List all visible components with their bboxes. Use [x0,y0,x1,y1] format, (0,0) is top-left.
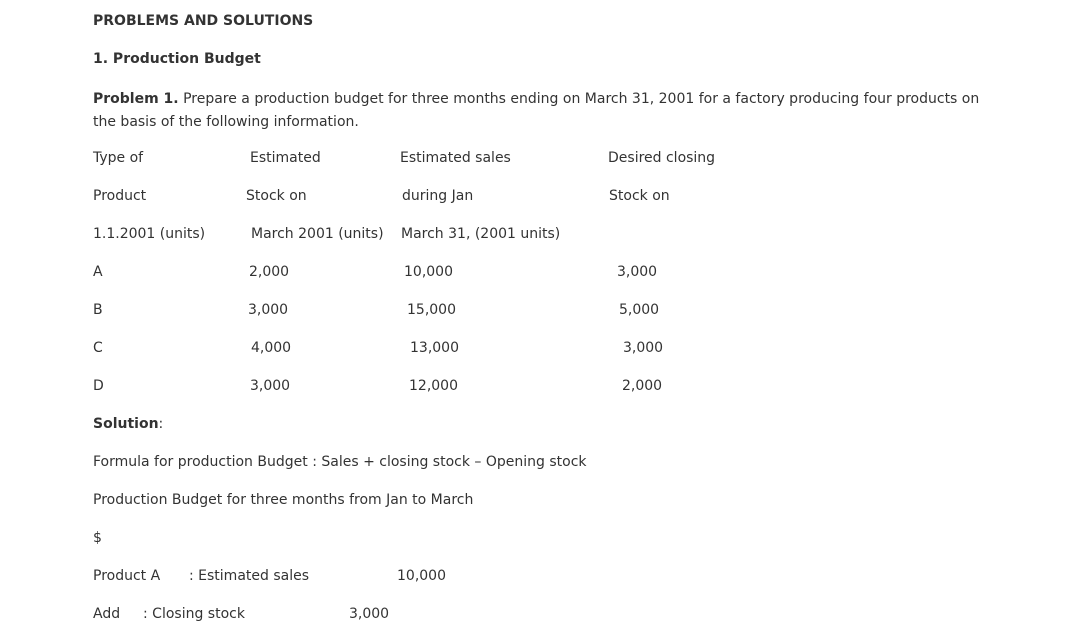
table-cell: 5,000 [619,302,660,318]
table-cell: A [93,264,103,280]
section-title: 1. Production Budget [93,51,261,67]
table-header-cell: March 31, (2001 units) [401,226,561,242]
table-header-cell: Estimated [250,150,321,166]
page-heading: PROBLEMS AND SOLUTIONS [93,13,314,29]
table-header-cell: Stock on [609,188,670,204]
table-cell: 3,000 [250,378,291,394]
currency-symbol: $ [93,530,102,546]
table-cell: 10,000 [404,264,453,280]
budget-line-label: Add [93,606,121,622]
table-header-cell: March 2001 (units) [251,226,384,242]
table-cell: 12,000 [409,378,458,394]
table-cell: 13,000 [410,340,459,356]
table-cell: C [93,340,103,356]
table-header-cell: 1.1.2001 (units) [93,226,206,242]
table-header-cell: Type of [93,150,144,166]
solution-heading [93,415,163,433]
table-header-cell: Product [93,188,147,204]
budget-line-desc: : Closing stock [143,606,245,622]
table-header-cell: Stock on [246,188,307,204]
table-header-cell: Estimated sales [400,150,511,166]
budget-line-desc: : Estimated sales [189,568,310,584]
table-cell: 3,000 [248,302,289,318]
budget-line-value: 10,000 [397,568,446,584]
table-header-cell: Desired closing [608,150,716,166]
problem-text: Prepare a production budget for three months ending on March 31, 2001 for a factory producing four products on the basis of the following information. [93,91,980,130]
problem-paragraph [93,88,993,134]
budget-title: Production Budget for three months from Jan to March [93,492,474,508]
problem-label: Problem 1. [93,91,179,107]
table-cell: 2,000 [622,378,663,394]
formula-text: Formula for production Budget : Sales + closing stock – Opening stock [93,454,587,470]
table-header-cell: during Jan [402,188,474,204]
table-cell: 2,000 [249,264,290,280]
table-cell: 4,000 [251,340,292,356]
table-cell: B [93,302,103,318]
table-cell: D [93,378,104,394]
budget-line-label: Product A [93,568,161,584]
solution-label: Solution [93,416,159,432]
budget-line-value: 3,000 [349,606,390,622]
table-cell: 3,000 [617,264,658,280]
table-cell: 3,000 [623,340,664,356]
table-cell: 15,000 [407,302,456,318]
solution-colon: : [158,416,164,432]
